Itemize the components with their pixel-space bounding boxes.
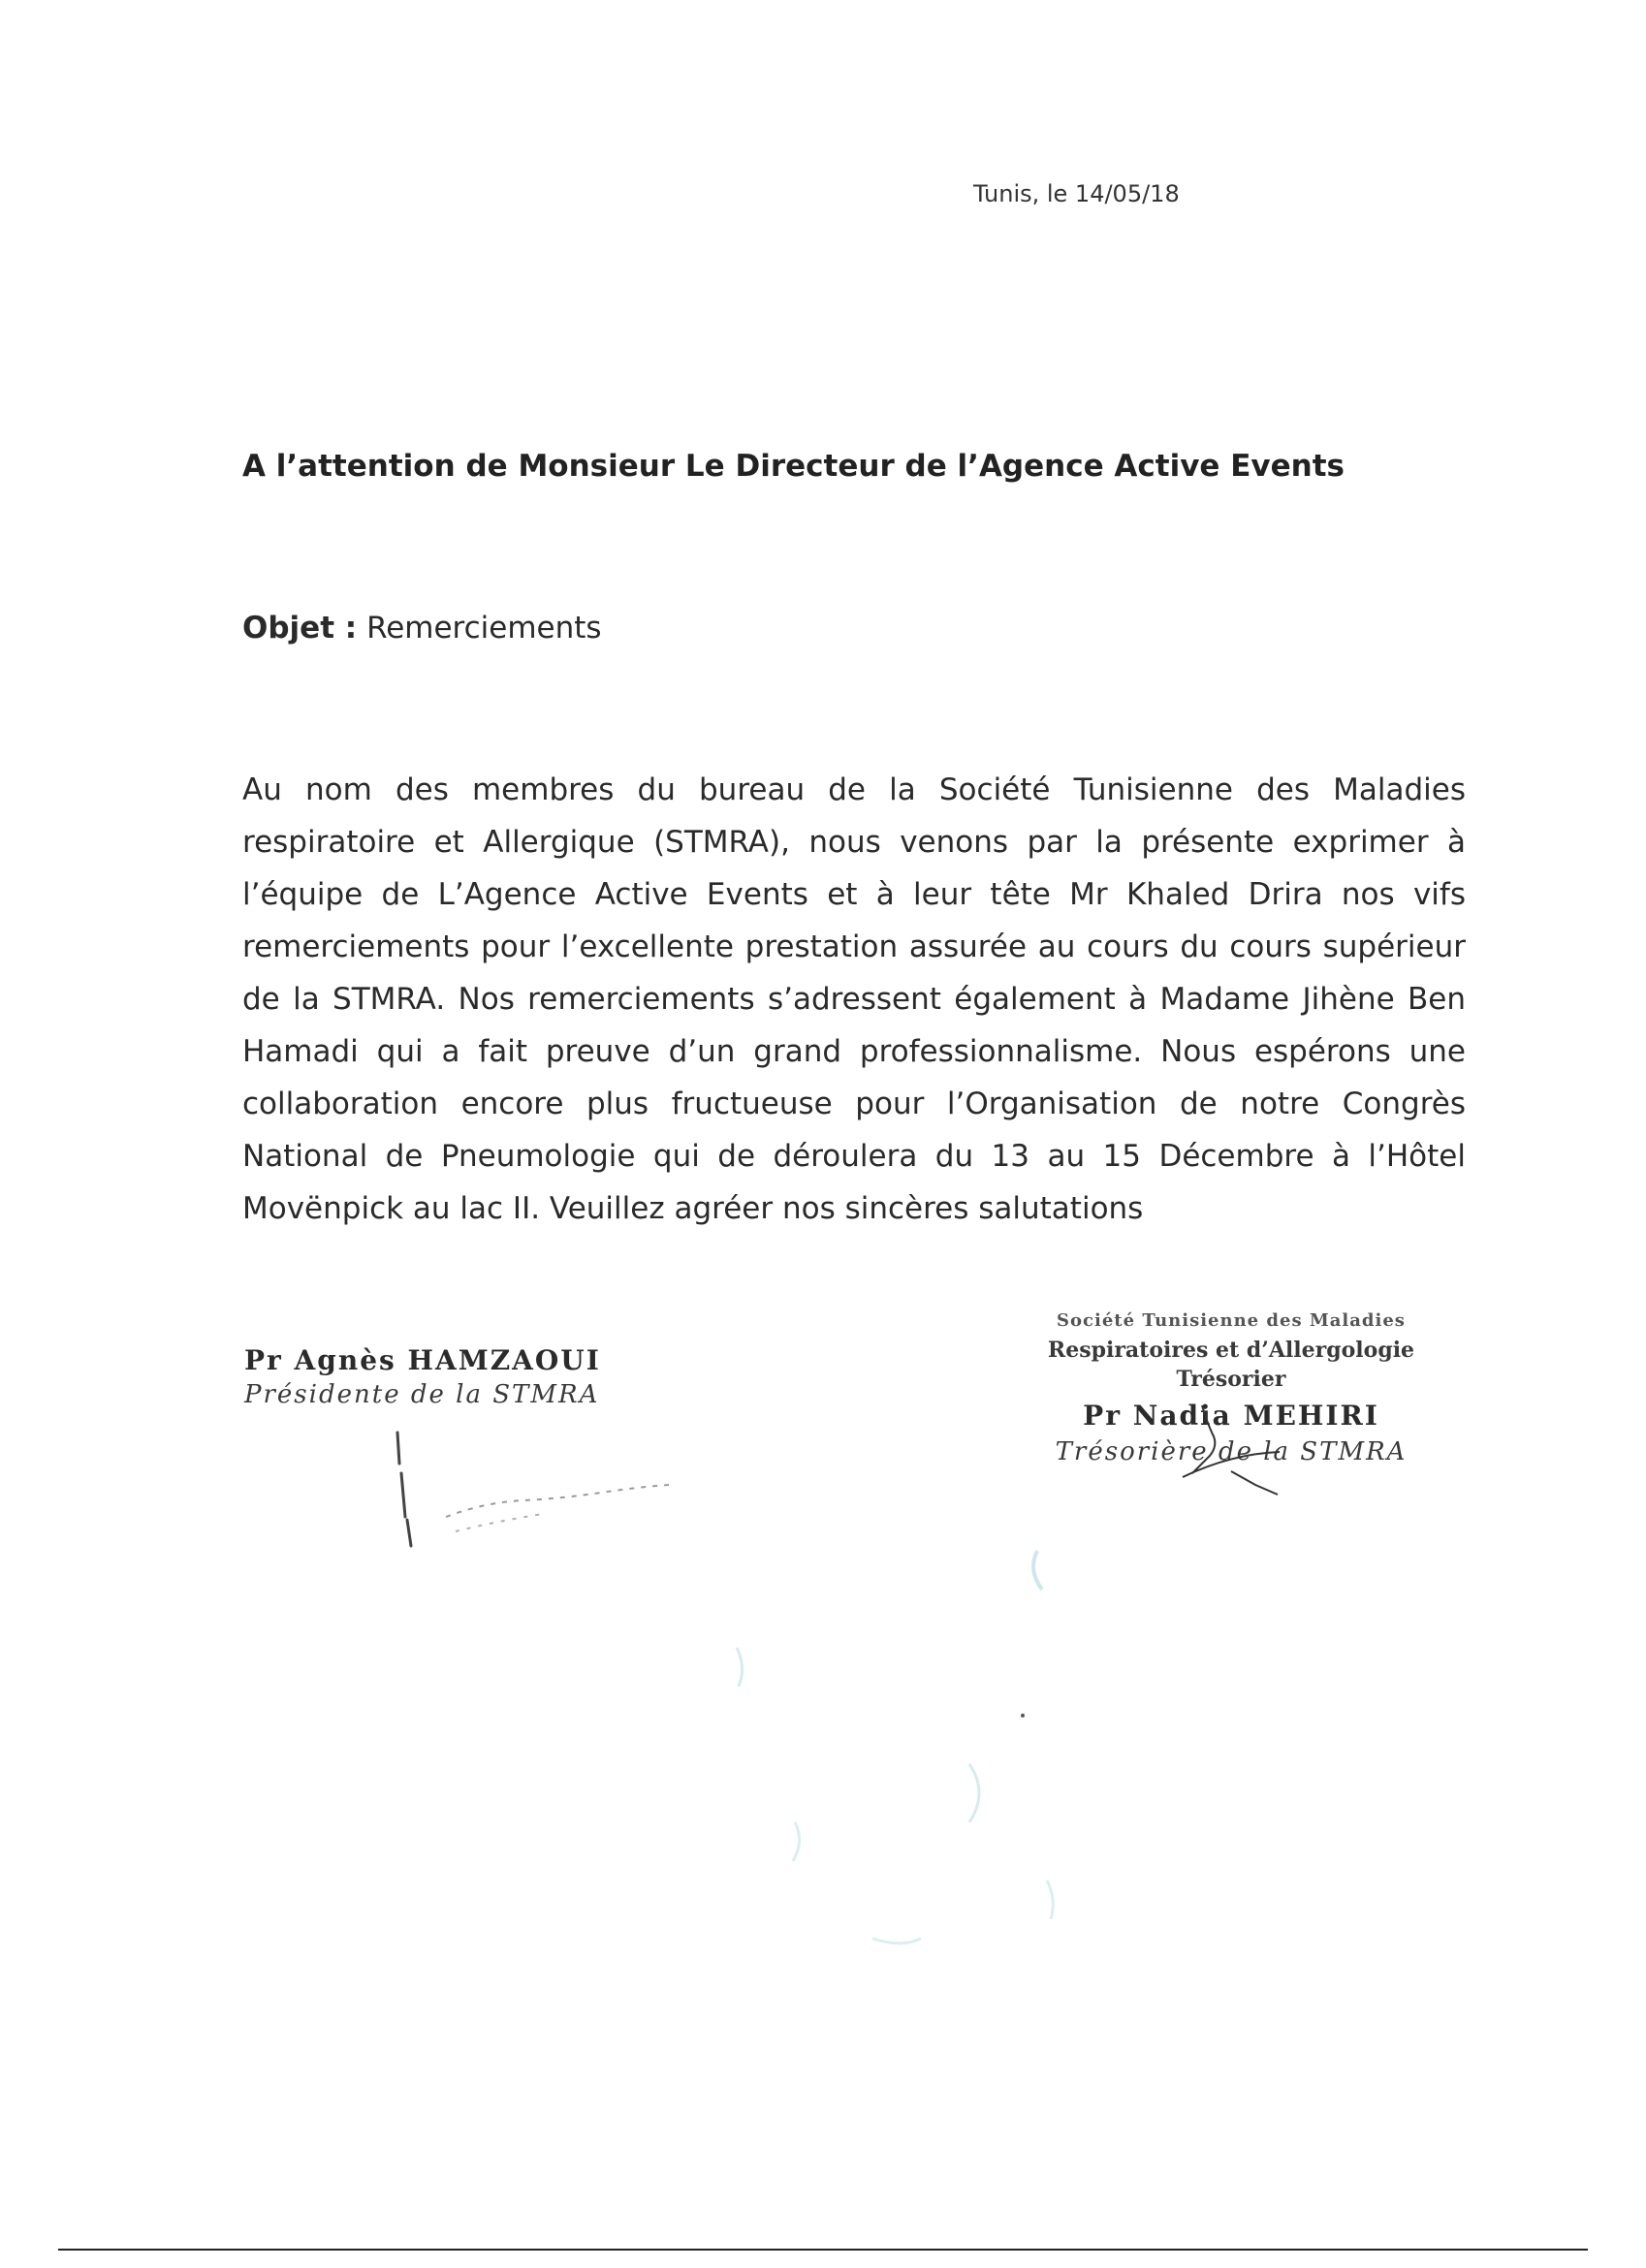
signatory-name-left: Pr Agnès HAMZAOUI [244,1344,601,1376]
bottom-divider [58,2249,1588,2251]
letter-body: Au nom des membres du bureau de la Société Tunisienne des Maladies respiratoire et Allergique (STMRA), nous venons par la présente exprimer à l’équipe de L’Agence Active Events et à leur tête Mr Khaled Drira nos vifs remerciements pour l’excellente prestation assurée au cours du cours supérieur de la STMRA. Nos remerciements s’adressent également à Madame Jihène Ben Hamadi qui a fait preuve d’un grand professionnalisme. Nous espérons une collaboration encore plus fructueuse pour l’Organisation de notre Congrès National de Pneumologie qui de déroulera du 13 au 15 Décembre à l’Hôtel Movënpick au lac II. Veuillez agréer nos sincères salutations [242,772,1466,1226]
stamp-line-2: Respiratoires et d’Allergologie [1047,1338,1415,1363]
faint-stamp-marks-icon [679,1531,1124,2113]
signatory-role-right: Trésorière de la STMRA [1055,1437,1408,1466]
signatory-role-left: Présidente de la STMRA [244,1380,600,1409]
subject-label: Objet : [242,611,358,646]
signature-block-right [979,1307,1483,1466]
letter-recipient: A l’attention de Monsieur Le Directeur de l’Agence Active Events [242,449,1345,484]
letter-subject [242,611,602,646]
stamp-line-1: Société Tunisienne des Maladies [1057,1310,1406,1331]
signatory-name-right: Pr Nadia MEHIRI [1083,1400,1379,1432]
stamp-line-3: Trésorier [1176,1367,1286,1392]
signature-scribble-left-icon [378,1425,708,1560]
signature-block-left [244,1344,710,1409]
letter-date: Tunis, le 14/05/18 [973,180,1180,207]
subject-value: Remerciements [366,611,602,646]
